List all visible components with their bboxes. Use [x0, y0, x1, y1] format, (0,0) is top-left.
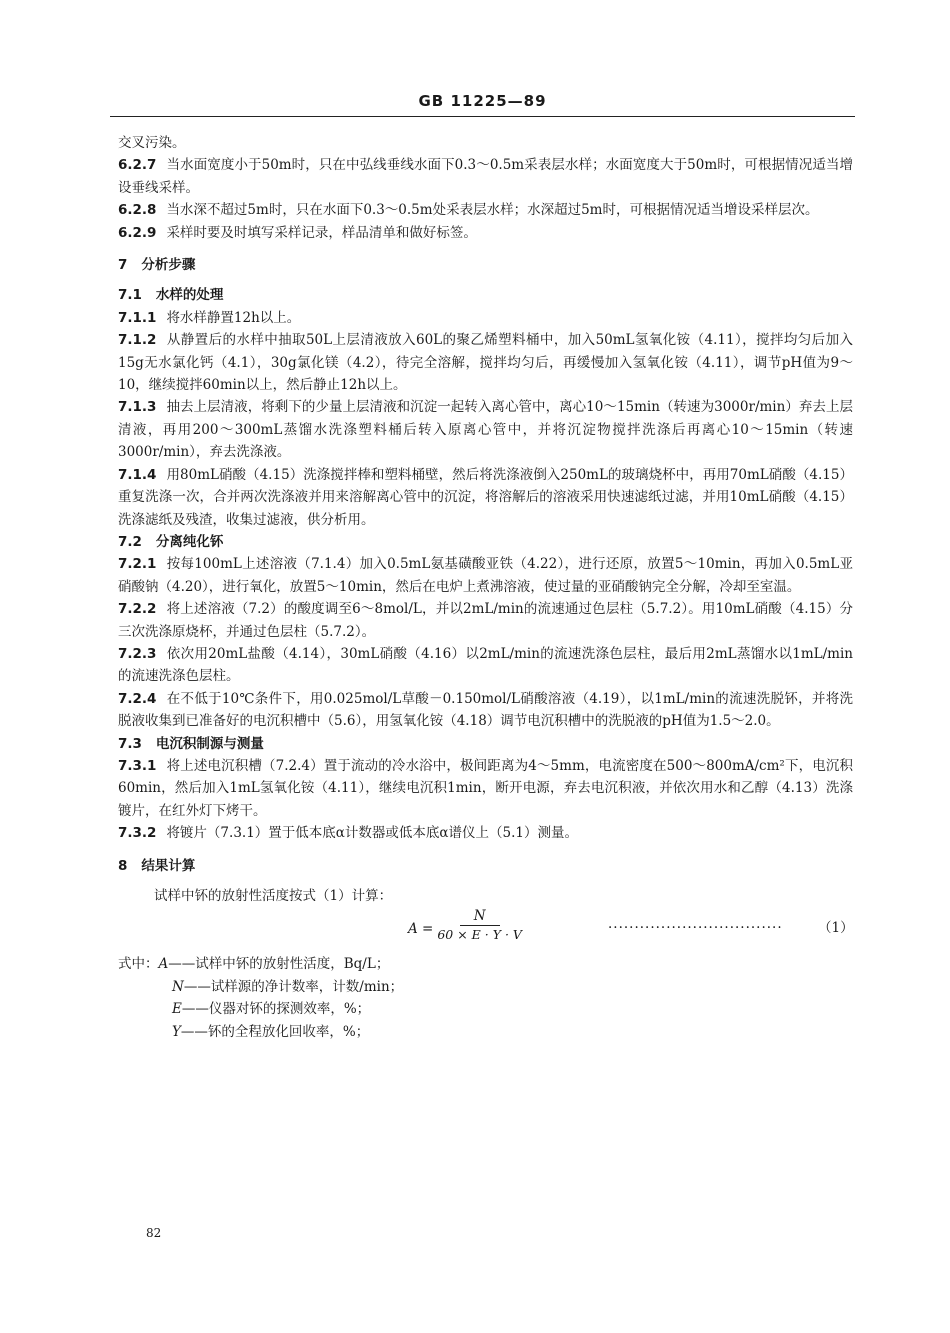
formula-numerator: N: [460, 907, 500, 926]
clause-text: 抽去上层清液，将剩下的少量上层清液和沉淀一起转入离心管中，离心10～15min（转速为3000r/min）弃去上层清液，再用200～300mL蒸馏水洗涤塑料桶后转入原离心管中，并将沉淀物搅拌洗涤后再离心10～15min（转速3000r/min），弃去洗涤液。: [118, 399, 853, 461]
clause-text: 结果计算: [141, 857, 196, 874]
variable-symbol: N: [172, 978, 184, 995]
paragraph: [118, 464, 853, 531]
paragraph: [118, 688, 853, 733]
paragraph: [118, 154, 853, 199]
variable-symbol: E: [172, 1001, 182, 1018]
paragraph: [118, 396, 853, 463]
clause-number: 7.1.1: [118, 309, 157, 326]
clause-number: 7.3.2: [118, 825, 157, 842]
variable-description: ——试样源的净计数率，计数/min；: [183, 978, 404, 995]
clause-number: 7.3.1: [118, 757, 157, 774]
clause-text: 当水面宽度小于50m时，只在中弘线垂线水面下0.3～0.5m采表层水样；水面宽度大于50m时，可根据情况适当增设垂线采样。: [118, 157, 853, 196]
variable-definition: [118, 976, 853, 998]
variable-symbol: Y: [172, 1023, 181, 1040]
clause-number: 7.1.4: [118, 466, 157, 483]
clause-text: 依次用20mL盐酸（4.14），30mL硝酸（4.16）以2mL/min的流速洗涤色层柱，最后用2mL蒸馏水以1mL/min的流速洗涤色层柱。: [118, 645, 853, 685]
where-prefix: 式中：: [118, 956, 159, 973]
clause-number: 7.1: [118, 287, 142, 304]
clause-text: 分析步骤: [141, 257, 196, 274]
paragraph: [118, 598, 853, 643]
clause-number: 7.3: [118, 735, 142, 752]
clause-text: 交叉污染。: [118, 135, 186, 151]
paragraph: [118, 643, 853, 688]
clause-text: 电沉积制源与测量: [155, 735, 264, 752]
clause-text: 在不低于10℃条件下，用0.025mol/L草酸－0.150mol/L硝酸溶液（4.19），以1mL/min的流速洗脱钚，并将洗脱液收集到已准备好的电沉积槽中（5.6），用氢氧化铵（4.18）调节电沉积槽中的洗脱液的pH值为1.5～2.0。: [118, 690, 853, 730]
paragraph: [118, 755, 853, 822]
paragraph: [118, 307, 853, 329]
fraction: [408, 907, 522, 944]
variable-definition: [118, 1021, 853, 1043]
clause-number: 7.2.4: [118, 690, 157, 707]
section-heading: [118, 254, 853, 276]
subsection-heading: [118, 733, 853, 755]
clause-text: 分离纯化钚: [155, 533, 224, 550]
variable-description: ——试样中钚的放射性活度，Bq/L；: [168, 956, 390, 973]
formula-denominator: 60 × E · Y · V: [437, 927, 522, 943]
clause-number: 6.2.7: [118, 157, 157, 174]
header-rule: [110, 116, 855, 117]
clause-text: 按每100mL上述溶液（7.1.4）加入0.5mL氨基磺酸亚铁（4.22），进行还原，放置5～10min，再加入0.5mL亚硝酸钠（4.20），进行氧化，放置5～10min，然后在电炉上煮沸溶液，使过量的亚硝酸钠完全分解，冷却至室温。: [118, 556, 853, 595]
page-number: 82: [146, 1226, 162, 1240]
equation-number: （1）: [818, 920, 854, 937]
standard-code: GB 11225—89: [418, 92, 547, 110]
clause-number: 7.1.3: [118, 399, 157, 416]
clause-number: 7.2.2: [118, 601, 157, 618]
leader-dots: ·································: [608, 920, 783, 937]
clause-number: 6.2.8: [118, 202, 157, 219]
paragraph: [118, 329, 853, 396]
clause-number: 7.2.1: [118, 556, 157, 573]
paragraph: [118, 199, 853, 221]
section-list: [118, 132, 853, 877]
clause-number: 7.1.2: [118, 332, 157, 349]
clause-number: 8: [118, 857, 128, 874]
clause-number: 6.2.9: [118, 224, 157, 241]
paragraph: [118, 553, 853, 598]
formula-1: [118, 907, 853, 953]
clause-number: 7: [118, 257, 128, 274]
paragraph: [118, 132, 853, 154]
section-heading: [118, 855, 853, 877]
variable-definitions: [118, 953, 853, 1043]
formula-intro: 试样中钚的放射性活度按式（1）计算：: [154, 888, 393, 904]
variable-description: ——钚的全程放化回收率，%；: [180, 1023, 370, 1040]
variable-description: ——仪器对钚的探测效率，%；: [181, 1001, 371, 1018]
subsection-heading: [118, 284, 853, 306]
clause-text: 用80mL硝酸（4.15）洗涤搅拌棒和塑料桶壁，然后将洗涤液倒入250mL的玻璃烧杯中，再用70mL硝酸（4.15）重复洗涤一次，合并两次洗涤液并用来溶解离心管中的沉淀，将溶解后的溶液采用快速滤纸过滤，并用10mL硝酸（4.15）洗涤滤纸及残渣，收集过滤液，供分析用。: [118, 466, 853, 528]
variable-symbol: A: [158, 956, 169, 973]
clause-text: 将上述电沉积槽（7.2.4）置于流动的冷水浴中，极间距离为4～5mm，电流密度在500～800mA/cm²下，电沉积60min，然后加入1mL氢氧化铵（4.11），继续电沉积1min，断开电源，弃去电沉积液，并依次用水和乙醇（4.13）洗涤镀片，在红外灯下烤干。: [118, 757, 853, 819]
clause-text: 采样时要及时填写采样记录，样品清单和做好标签。: [166, 224, 477, 241]
document-body: [118, 132, 853, 1043]
variable-definition: [118, 953, 853, 975]
subsection-heading: [118, 531, 853, 553]
formula-lhs: A =: [408, 921, 434, 938]
clause-text: 水样的处理: [155, 287, 224, 304]
clause-number: 7.2.3: [118, 645, 157, 662]
clause-text: 将水样静置12h以上。: [166, 309, 301, 326]
clause-text: 从静置后的水样中抽取50L上层清液放入60L的聚乙烯塑料桶中，加入50mL氢氧化铵（4.11），搅拌均匀后加入15g无水氯化钙（4.1），30g氯化镁（4.2），待完全溶解，搅拌均匀后，再缓慢加入氢氧化铵（4.11），调节pH值为9～10，继续搅拌60min以上，然后静止12h以上。: [118, 332, 853, 394]
paragraph: [118, 822, 853, 844]
variable-definition: [118, 998, 853, 1020]
clause-text: 将上述溶液（7.2）的酸度调至6～8mol/L，并以2mL/min的流速通过色层柱（5.7.2）。用10mL硝酸（4.15）分三次洗涤原烧杯，并通过色层柱（5.7.2）。: [118, 601, 853, 640]
paragraph: [118, 222, 853, 244]
clause-text: 当水深不超过5m时，只在水面下0.3～0.5m处采表层水样；水深超过5m时，可根据情况适当增设采样层次。: [166, 202, 819, 219]
clause-text: 将镀片（7.3.1）置于低本底α计数器或低本底α谱仪上（5.1）测量。: [166, 825, 578, 842]
clause-number: 7.2: [118, 533, 142, 550]
page-header: [110, 92, 855, 110]
